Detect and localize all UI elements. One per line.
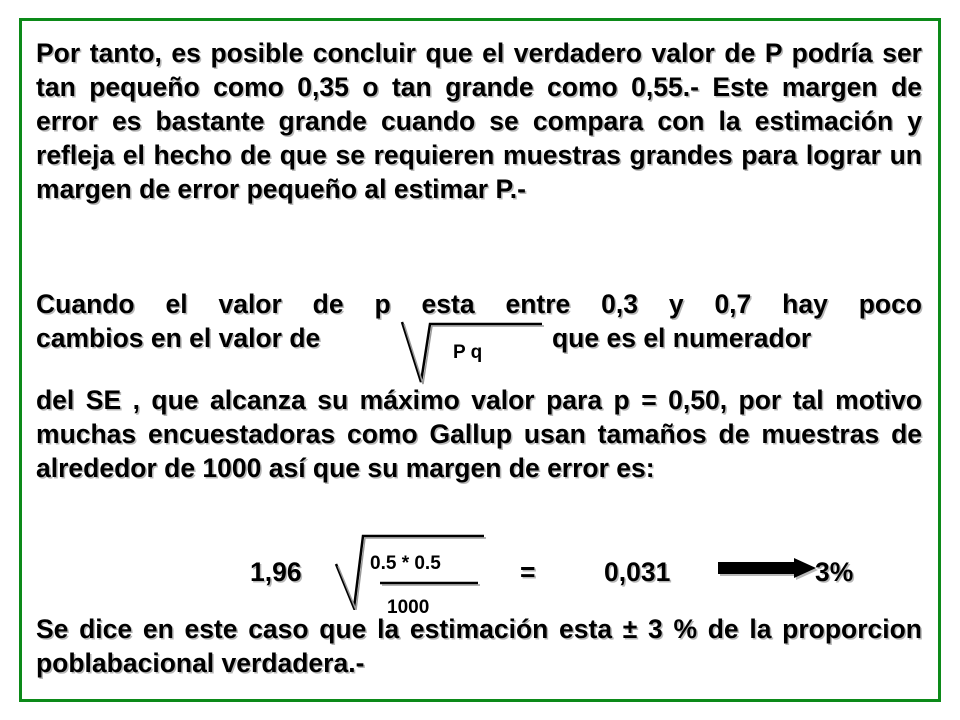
paragraph-p-range-line2-left: cambios en el valor de xyxy=(36,323,321,353)
formula-coefficient: 1,96 xyxy=(250,557,302,587)
formula-numerator: 0.5 * 0.5 xyxy=(370,553,441,574)
paragraph-conclusion: Por tanto, es posible concluir que el verdadero valor de P podría ser tan pequeño como 0,35 o tan grande como 0,55.- Este margen de error es bastante grande cuando se compara con la estimación y refleja el hecho de que se requieren muestras grandes para lograr un margen de error pequeño al estimar P.- xyxy=(36,38,922,204)
paragraph-p-range-line1: Cuando el valor de p esta entre 0,3 y 0,7 hay poco xyxy=(36,289,922,319)
formula-denominator: 1000 xyxy=(387,597,430,618)
formula-equals: = xyxy=(520,557,536,587)
paragraph-p-range-line2-right: que es el numerador xyxy=(552,323,812,353)
formula-percent: 3% xyxy=(815,557,854,587)
arrow-right-icon xyxy=(716,558,820,580)
sqrt-pq-label: P q xyxy=(453,342,483,363)
paragraph-final: Se dice en este caso que la estimación esta ± 3 % de la proporcion poblabacional verdadera.- xyxy=(36,614,922,678)
paragraph-se-explanation: del SE , que alcanza su máximo valor para p = 0,50, por tal motivo muchas encuestadoras como Gallup usan tamaños de muestras de alrededor de 1000 así que su margen de error es: xyxy=(36,385,922,483)
formula-result: 0,031 xyxy=(604,557,671,587)
